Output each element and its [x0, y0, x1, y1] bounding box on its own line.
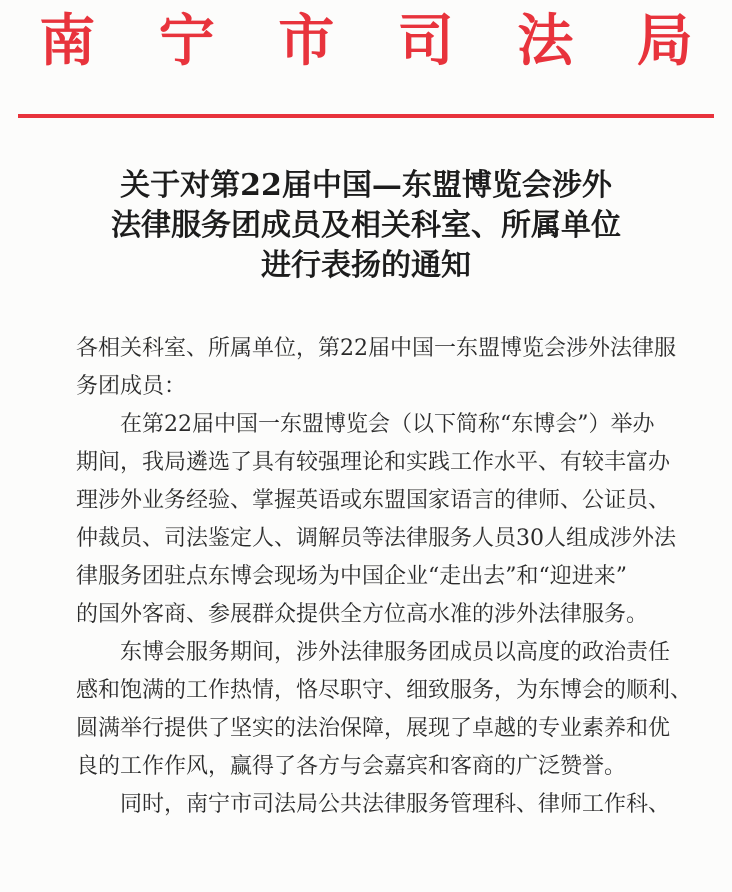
paragraph-line: 理涉外业务经验、掌握英语或东盟国家语言的律师、公证员、 — [76, 488, 671, 513]
title-line: 关于对第22届中国—东盟博览会涉外 — [120, 168, 612, 203]
letterhead-org-name: 南 宁 市 司 法 局 — [39, 8, 715, 74]
title-line: 法律服务团成员及相关科室、所属单位 — [111, 208, 621, 243]
paragraph-line: 的国外客商、参展群众提供全方位高水准的涉外法律服务。 — [76, 602, 649, 627]
paragraph-1 — [76, 406, 682, 634]
salutation — [76, 330, 682, 406]
title-line: 进行表扬的通知 — [261, 248, 471, 283]
paragraph-line: 感和饱满的工作热情，恪尽职守、细致服务，为东博会的顺利、 — [76, 678, 693, 703]
paragraph-line: 律服务团驻点东博会现场为中国企业“走出去”和“迎进来” — [76, 564, 627, 589]
salutation-line: 各相关科室、所属单位，第22届中国一东盟博览会涉外法律服 — [76, 336, 676, 361]
paragraph-line: 良的工作作风，赢得了各方与会嘉宾和客商的广泛赞誉。 — [76, 754, 627, 779]
paragraph-line: 东博会服务期间，涉外法律服务团成员以高度的政治责任 — [120, 640, 671, 665]
notice-title — [0, 166, 732, 286]
paragraph-line: 仲裁员、司法鉴定人、调解员等法律服务人员30人组成涉外法 — [76, 526, 676, 551]
paragraph-line: 在第22届中国一东盟博览会（以下简称“东博会”）举办 — [120, 412, 655, 437]
paragraph-line: 同时，南宁市司法局公共法律服务管理科、律师工作科、 — [120, 792, 671, 817]
paragraph-line: 期间，我局遴选了具有较强理论和实践工作水平、有较丰富办 — [76, 450, 671, 475]
paragraph-2 — [76, 634, 693, 786]
paragraph-line: 圆满举行提供了坚实的法治保障，展现了卓越的专业素养和优 — [76, 716, 671, 741]
paragraph-3 — [76, 786, 682, 824]
letterhead-red-rule — [18, 114, 714, 118]
salutation-line: 务团成员： — [76, 374, 187, 399]
notice-body — [76, 330, 693, 824]
